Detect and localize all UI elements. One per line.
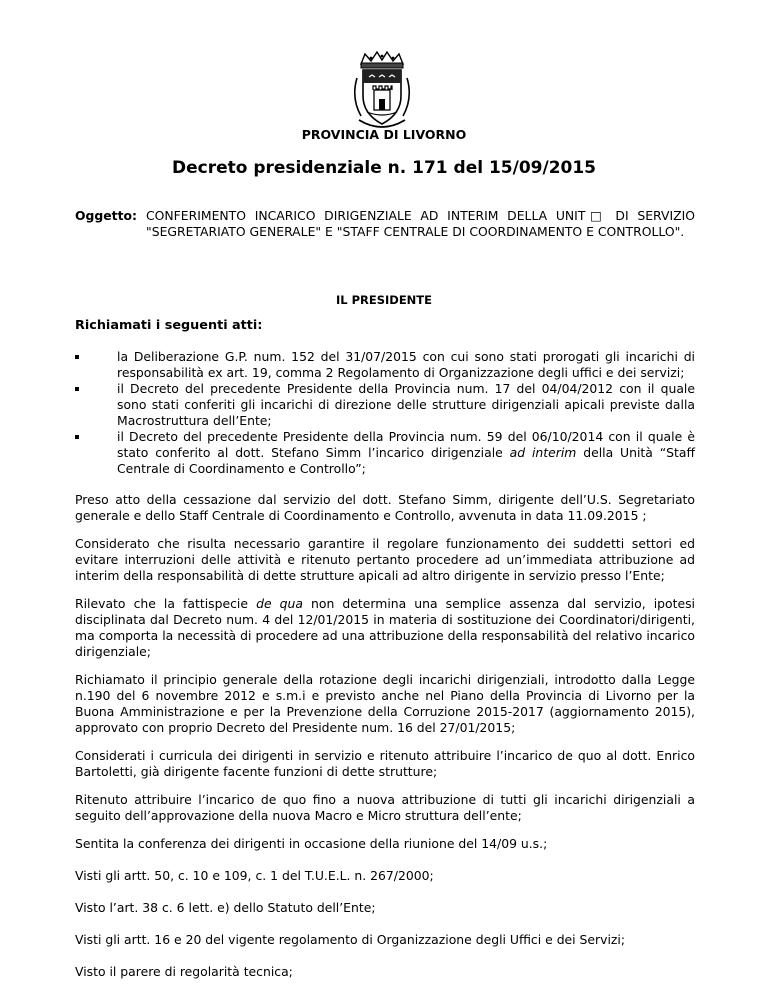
paragraph: Visto il parere di regolarità tecnica; (75, 964, 293, 979)
paragraph: Visto l’art. 38 c. 6 lett. e) dello Statuto dell’Ente; (75, 900, 376, 915)
subject-text: CONFERIMENTO INCARICO DIRIGENZIALE AD INTERIM DELLA UNIT□ DI SERVIZIO "SEGRETARIATO GENERALE" E "STAFF CENTRALE DI COORDINAMENTO E CONTROLLO". (146, 208, 695, 239)
paragraph (75, 792, 695, 824)
paragraph (75, 492, 695, 524)
paragraph (75, 672, 695, 736)
paragraph (75, 536, 695, 584)
paragraph-text: Ritenuto attribuire l’incarico de quo fino a nuova attribuzione di tutti gli incarichi dirigenziali a seguito dell’approvazione della nuova Macro e Micro struttura dell’ente; (75, 792, 695, 823)
paragraph-text: Considerati i curricula dei dirigenti in servizio e ritenuto attribuire l’incarico de quo al dott. Enrico Bartoletti, già dirigente facente funzioni di dette strutture; (75, 748, 695, 779)
bullet-icon (75, 387, 79, 391)
decree-title: Decreto presidenziale n. 171 del 15/09/2015 (171, 158, 597, 178)
act-text: il Decreto del precedente Presidente della Provincia num. 17 del 04/04/2012 con il quale sono stati conferiti gli incarichi di direzione delle strutture dirigenziali apicali previste dalla Macrostruttura dell’Ente; (117, 381, 695, 428)
bullet-icon (75, 435, 79, 439)
issuer-heading: PROVINCIA DI LIVORNO (301, 127, 467, 142)
paragraph: Visti gli artt. 16 e 20 del vigente regolamento di Organizzazione degli Uffici e dei Servizi; (75, 932, 626, 947)
provincial-coat-of-arms-icon (347, 50, 417, 130)
bullet-icon (75, 355, 79, 359)
subject-label: Oggetto: (75, 208, 137, 223)
decree-body (75, 318, 695, 996)
paragraph (75, 748, 695, 780)
act-text: la Deliberazione G.P. num. 152 del 31/07/2015 con cui sono stati prorogati gli incarichi di responsabilità ex art. 19, comma 2 Regolamento di Organizzazione degli uffici e dei servizi; (117, 349, 695, 380)
paragraph-text-tail: non determina una semplice assenza dal servizio, ipotesi disciplinata dal Decreto num. 4 del 12/01/2015 in materia di sostituzione dei Coordinatori/dirigenti, ma comporta la necessità di procedere ad una attribuzione della responsabilità del relativo incarico dirigenziale; (75, 596, 695, 659)
paragraph-text: Preso atto della cessazione dal servizio del dott. Stefano Simm, dirigente dell’U.S. Segretariato generale e dello Staff Centrale di Coordinamento e Controllo, avvenuta in data 11.09.2015 ; (75, 492, 695, 523)
paragraph-italic-text: de qua (256, 596, 303, 611)
president-heading: IL PRESIDENTE (335, 293, 433, 307)
list-item (75, 381, 695, 429)
list-item (75, 429, 695, 477)
list-item (75, 349, 695, 381)
paragraph: Sentita la conferenza dei dirigenti in occasione della riunione del 14/09 u.s.; (75, 836, 548, 851)
act-text-tail: della Unità “Staff Centrale di Coordinamento e Controllo”; (117, 445, 696, 476)
act-italic-text: ad interim (509, 445, 577, 460)
paragraph-text: Richiamato il principio generale della rotazione degli incarichi dirigenziali, introdotto dalla Legge n.190 del 6 novembre 2012 e s.m.i e previsto anche nel Piano della Provincia di Livorno per la Buona Amministrazione e per la Prevenzione della Corruzione 2015-2017 (aggiornamento 2015), approvato con proprio Decreto del Presidente num. 16 del 27/01/2015; (75, 672, 695, 735)
act-text: il Decreto del precedente Presidente della Provincia num. 59 del 06/10/2014 con il quale è stato conferito al dott. Stefano Simm l’incarico dirigenziale (117, 429, 695, 460)
acts-list (75, 349, 695, 477)
paragraph-text: Rilevato che la fattispecie (75, 596, 257, 611)
recalled-heading: Richiamati i seguenti atti: (75, 318, 263, 333)
paragraph-text: Considerato che risulta necessario garantire il regolare funzionamento dei suddetti settori ed evitare interruzioni delle attività e ritenuto pertanto procedere ad un’immediata attribuzione ad interim della responsabilità di dette strutture apicali ad altro dirigente in servizio presso l’Ente; (75, 536, 695, 583)
paragraph (75, 596, 695, 660)
subject-section (75, 208, 695, 240)
paragraph: Visti gli artt. 50, c. 10 e 109, c. 1 del T.U.E.L. n. 267/2000; (75, 868, 434, 883)
